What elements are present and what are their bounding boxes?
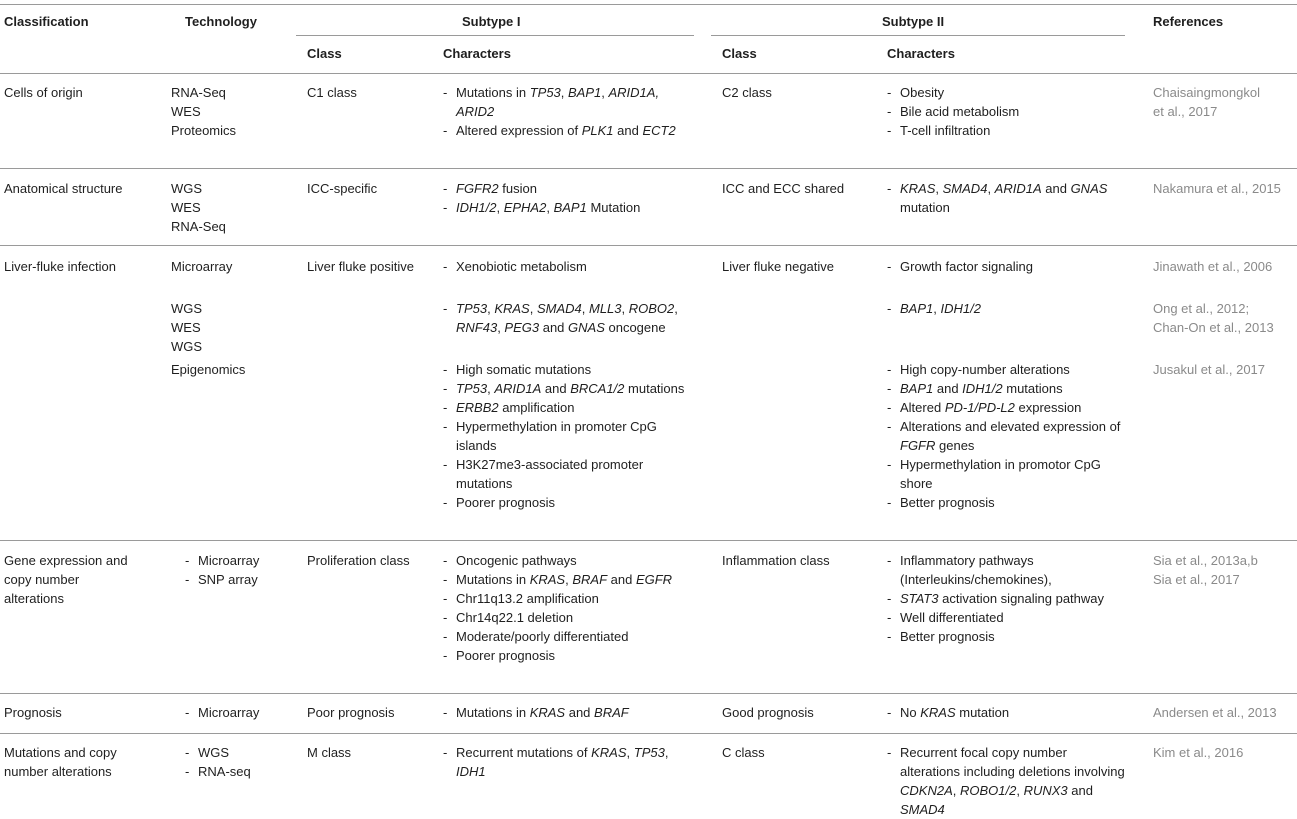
row-6-technology xyxy=(185,743,251,781)
text-line: Jinawath et al., 2006 xyxy=(1153,259,1273,274)
bullet-item: - Hypermethylation in promoter CpG islands xyxy=(443,417,693,455)
bullet-item: - FGFR2 fusion xyxy=(443,179,693,198)
text-line: RNA-Seq xyxy=(171,85,226,100)
bullet-item: - BAP1 and IDH1/2 mutations xyxy=(887,379,1127,398)
bullet-item: - Alterations and elevated expression of FGFR genes xyxy=(887,417,1127,455)
text-line: Chan-On et al., 2013 xyxy=(1153,320,1274,335)
header-class-2: Class xyxy=(722,46,757,61)
text-line: Ong et al., 2012; xyxy=(1153,301,1250,316)
row-3-rule xyxy=(0,540,1297,541)
text-line: Chaisaingmongkol xyxy=(1153,85,1260,100)
row-2-rule xyxy=(0,245,1297,246)
row-4-characters-2 xyxy=(887,551,1127,646)
row-1-characters-2 xyxy=(887,83,1127,140)
header-technology: Technology xyxy=(185,14,257,29)
row-3-characters-1-a xyxy=(443,257,693,276)
row-4-class-2: Inflammation class xyxy=(722,553,830,568)
row-5-characters-2 xyxy=(887,703,1127,722)
row-5-technology xyxy=(185,703,259,722)
row-1-characters-1 xyxy=(443,83,693,140)
bullet-item: - Mutations in KRAS and BRAF xyxy=(443,703,693,722)
row-1-classification xyxy=(4,83,83,102)
bullet-item: - Bile acid metabolism xyxy=(887,102,1127,121)
bullet-item: - Microarray xyxy=(185,551,259,570)
header-subtype-1: Subtype I xyxy=(462,14,521,29)
text-line: WGS xyxy=(171,339,203,354)
text-line: WES xyxy=(171,200,201,215)
row-5-class-1: Poor prognosis xyxy=(307,705,395,720)
row-3-class-1: Liver fluke positive xyxy=(307,259,414,274)
header-references: References xyxy=(1153,14,1224,29)
header-characters-1: Characters xyxy=(443,46,511,61)
row-2-technology xyxy=(171,179,226,236)
row-2-class-1: ICC-specific xyxy=(307,181,378,196)
row-5-references xyxy=(1153,703,1277,722)
bullet-item: - Chr11q13.2 amplification xyxy=(443,589,693,608)
bullet-item: - Mutations in TP53, BAP1, ARID1A, ARID2 xyxy=(443,83,693,121)
header-characters-2: Characters xyxy=(887,46,955,61)
text-line: Mutations and copy xyxy=(4,745,117,760)
row-2-classification xyxy=(4,179,123,198)
row-4-rule xyxy=(0,693,1297,694)
bullet-item: - SNP array xyxy=(185,570,259,589)
row-1-rule xyxy=(0,168,1297,169)
row-3-characters-1-c xyxy=(443,360,693,512)
text-line: Nakamura et al., 2015 xyxy=(1153,181,1281,196)
text-line: Jusakul et al., 2017 xyxy=(1153,362,1266,377)
bullet-item: - TP53, KRAS, SMAD4, MLL3, ROBO2, RNF43, PEG3 and GNAS oncogene xyxy=(443,299,693,337)
text-line: Prognosis xyxy=(4,705,62,720)
bullet-item: - TP53, ARID1A and BRCA1/2 mutations xyxy=(443,379,693,398)
row-2-characters-1 xyxy=(443,179,693,217)
bullet-item: - RNA-seq xyxy=(185,762,251,781)
text-line: WGS xyxy=(171,181,203,196)
row-2-class-2: ICC and ECC shared xyxy=(722,181,845,196)
header-bottom-rule xyxy=(0,73,1297,74)
text-line: Kim et al., 2016 xyxy=(1153,745,1244,760)
bullet-item: - Better prognosis xyxy=(887,627,1127,646)
text-line: copy number xyxy=(4,572,80,587)
row-6-characters-1 xyxy=(443,743,693,781)
bullet-item: - KRAS, SMAD4, ARID1A and GNAS mutation xyxy=(887,179,1127,217)
row-4-classification xyxy=(4,551,128,608)
text-line: Proteomics xyxy=(171,123,237,138)
row-1-technology xyxy=(171,83,236,140)
bullet-item: - Altered PD-1/PD-L2 expression xyxy=(887,398,1127,417)
text-line: Cells of origin xyxy=(4,85,83,100)
row-6-references xyxy=(1153,743,1243,762)
bullet-item: - Obesity xyxy=(887,83,1127,102)
row-3-references-a xyxy=(1153,257,1272,276)
row-4-technology xyxy=(185,551,259,589)
text-line: Anatomical structure xyxy=(4,181,123,196)
text-line: number alterations xyxy=(4,764,112,779)
row-1-class-2: C2 class xyxy=(722,85,772,100)
row-2-characters-2 xyxy=(887,179,1127,217)
text-line: Epigenomics xyxy=(171,362,246,377)
row-2-references xyxy=(1153,179,1281,198)
bullet-item: - Moderate/poorly differentiated xyxy=(443,627,693,646)
bullet-item: - WGS xyxy=(185,743,251,762)
row-5-characters-1 xyxy=(443,703,693,722)
row-3-technology-a xyxy=(171,257,232,276)
row-3-characters-2-a xyxy=(887,257,1127,276)
row-6-class-1: M class xyxy=(307,745,352,760)
bullet-item: - ERBB2 amplification xyxy=(443,398,693,417)
subtype-1-rule xyxy=(296,35,694,36)
bullet-item: - No KRAS mutation xyxy=(887,703,1127,722)
text-line: RNA-Seq xyxy=(171,219,226,234)
bullet-item: - Recurrent focal copy number alterations including deletions involving CDKN2A, ROBO1/2, RUNX3 and SMAD4 xyxy=(887,743,1127,819)
row-6-classification xyxy=(4,743,117,781)
bullet-item: - T-cell infiltration xyxy=(887,121,1127,140)
text-line: Microarray xyxy=(171,259,233,274)
bullet-item: - H3K27me3-associated promoter mutations xyxy=(443,455,693,493)
bullet-item: - Well differentiated xyxy=(887,608,1127,627)
bullet-item: - Oncogenic pathways xyxy=(443,551,693,570)
bullet-item: - Microarray xyxy=(185,703,259,722)
bullet-item: - Xenobiotic metabolism xyxy=(443,257,693,276)
text-line: WES xyxy=(171,320,201,335)
bullet-item: - Recurrent mutations of KRAS, TP53, IDH1 xyxy=(443,743,693,781)
bullet-item: - Growth factor signaling xyxy=(887,257,1127,276)
row-1-class-1: C1 class xyxy=(307,85,357,100)
row-6-class-2: C class xyxy=(722,745,765,760)
row-5-classification xyxy=(4,703,62,722)
text-line: Sia et al., 2013a,b xyxy=(1153,553,1258,568)
row-3-characters-2-b xyxy=(887,299,1127,318)
row-4-characters-1 xyxy=(443,551,693,665)
bullet-item: - IDH1/2, EPHA2, BAP1 Mutation xyxy=(443,198,693,217)
row-5-rule xyxy=(0,733,1297,734)
row-3-references-c xyxy=(1153,360,1265,379)
bullet-item: - Hypermethylation in promotor CpG shore xyxy=(887,455,1127,493)
row-3-classification xyxy=(4,257,116,276)
row-6-characters-2 xyxy=(887,743,1127,819)
bullet-item: - High copy-number alterations xyxy=(887,360,1127,379)
text-line: alterations xyxy=(4,591,64,606)
row-5-class-2: Good prognosis xyxy=(722,705,814,720)
row-3-characters-2-c xyxy=(887,360,1127,512)
text-line: Gene expression and xyxy=(4,553,128,568)
subtype-2-rule xyxy=(711,35,1125,36)
bullet-item: - Poorer prognosis xyxy=(443,646,693,665)
bullet-item: - Inflammatory pathways (Interleukins/chemokines), xyxy=(887,551,1127,589)
bullet-item: - Chr14q22.1 deletion xyxy=(443,608,693,627)
text-line: Sia et al., 2017 xyxy=(1153,572,1240,587)
header-class-1: Class xyxy=(307,46,342,61)
bullet-item: - Better prognosis xyxy=(887,493,1127,512)
row-3-references-b xyxy=(1153,299,1274,337)
row-3-technology-c xyxy=(171,360,245,379)
row-3-technology-b xyxy=(171,299,202,356)
bullet-item: - High somatic mutations xyxy=(443,360,693,379)
bullet-item: - Altered expression of PLK1 and ECT2 xyxy=(443,121,693,140)
row-1-references xyxy=(1153,83,1260,121)
top-rule xyxy=(0,4,1297,5)
text-line: WES xyxy=(171,104,201,119)
bullet-item: - STAT3 activation signaling pathway xyxy=(887,589,1127,608)
row-3-characters-1-b xyxy=(443,299,693,337)
text-line: WGS xyxy=(171,301,203,316)
text-line: Liver-fluke infection xyxy=(4,259,116,274)
text-line: Andersen et al., 2013 xyxy=(1153,705,1277,720)
bullet-item: - Poorer prognosis xyxy=(443,493,693,512)
bullet-item: - Mutations in KRAS, BRAF and EGFR xyxy=(443,570,693,589)
header-classification: Classification xyxy=(4,14,89,29)
bullet-item: - BAP1, IDH1/2 xyxy=(887,299,1127,318)
row-4-class-1: Proliferation class xyxy=(307,553,410,568)
text-line: et al., 2017 xyxy=(1153,104,1218,119)
header-subtype-2: Subtype II xyxy=(882,14,945,29)
row-3-class-2: Liver fluke negative xyxy=(722,259,835,274)
row-4-references xyxy=(1153,551,1258,589)
